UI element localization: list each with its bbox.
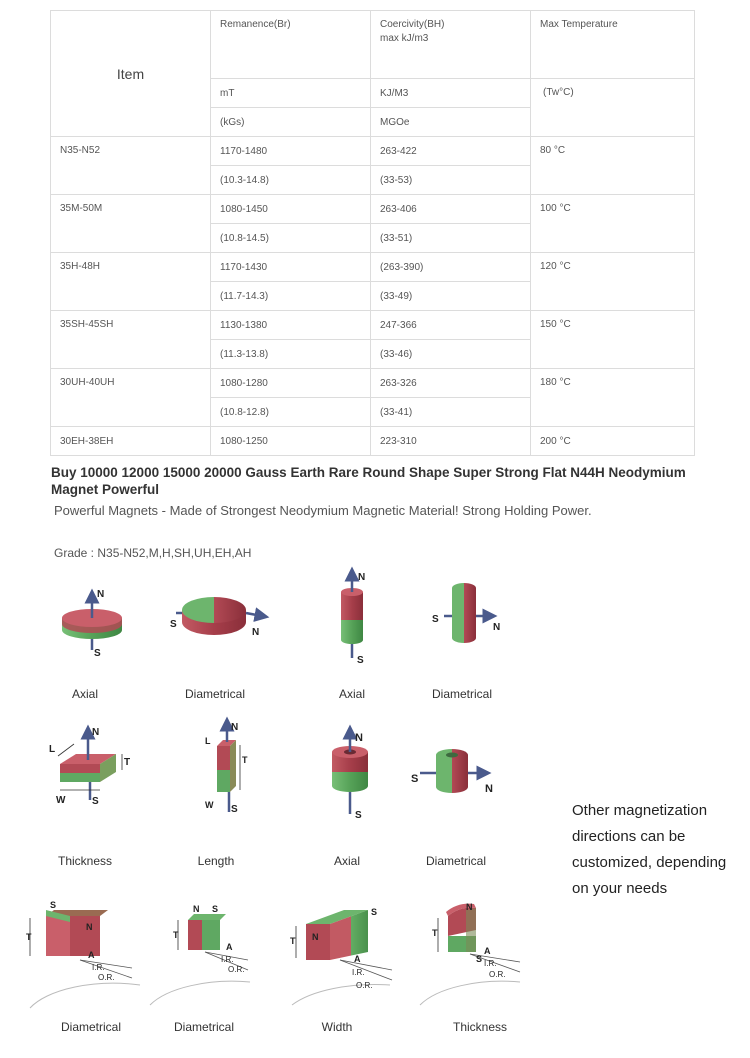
- header-remanence: Remanence(Br): [211, 11, 371, 79]
- grade-cell: 35SH-45SH: [51, 311, 211, 369]
- dim-ir: I.R.: [352, 968, 365, 977]
- pole-south: S: [476, 954, 483, 964]
- br-cell: 1080-1450: [211, 195, 371, 224]
- bh-cell: (33-53): [371, 166, 531, 195]
- bh-cell: (33-46): [371, 340, 531, 369]
- grade-cell: 30UH-40UH: [51, 369, 211, 427]
- pole-north: N: [252, 627, 260, 638]
- dim-w: W: [56, 795, 66, 806]
- axial-cylinder-magnet-icon: [341, 572, 365, 666]
- header-coercivity-line2: max kJ/m3: [380, 33, 429, 44]
- bh-cell: (33-49): [371, 282, 531, 311]
- caption-diametrical: Diametrical: [184, 687, 245, 701]
- pole-south: S: [92, 796, 99, 807]
- br-cell: 1170-1480: [211, 137, 371, 166]
- bh-cell: (33-41): [371, 398, 531, 427]
- pole-north: N: [355, 732, 363, 744]
- pole-north: N: [466, 902, 473, 912]
- bh-cell: (263-390): [371, 253, 531, 282]
- dim-l: L: [205, 736, 211, 746]
- temp-cell: 80 °C: [531, 137, 695, 195]
- pole-south: S: [94, 648, 101, 659]
- caption-length: Length: [197, 854, 235, 868]
- unit-bh-1: KJ/M3: [371, 79, 531, 108]
- grade-text: Grade : N35-N52,M,H,SH,UH,EH,AH: [54, 546, 252, 560]
- pole-north: N: [92, 727, 100, 738]
- br-cell: (10.3-14.8): [211, 166, 371, 195]
- caption-axial: Axial: [333, 854, 360, 868]
- caption-diametrical: Diametrical: [60, 1020, 121, 1034]
- caption-axial: Axial: [71, 687, 98, 701]
- bh-cell: 263-406: [371, 195, 531, 224]
- dim-ir: I.R.: [221, 955, 234, 964]
- product-title: Buy 10000 12000 15000 20000 Gauss Earth Rare Round Shape Super Strong Flat N44H Neodymium Magnet Powerful: [51, 465, 686, 497]
- diametrical-ring-magnet-icon: [411, 749, 493, 795]
- dim-a: A: [88, 950, 95, 960]
- pole-north: N: [312, 932, 319, 942]
- pole-north: N: [86, 922, 93, 932]
- dim-or: O.R.: [356, 981, 373, 990]
- unit-temp: (Tw°C): [531, 79, 695, 137]
- pole-south: S: [432, 614, 439, 625]
- bh-cell: 247-366: [371, 311, 531, 340]
- diametrical-cylinder-magnet-icon: [432, 583, 500, 643]
- dim-a: A: [484, 946, 491, 956]
- dim-or: O.R.: [98, 973, 115, 982]
- caption-axial: Axial: [338, 687, 365, 701]
- diametrical-disc-magnet-icon: [170, 597, 262, 638]
- br-cell: 1130-1380: [211, 311, 371, 340]
- arc-segment-diametrical-icon-2: [150, 904, 250, 1005]
- unit-bh-2: MGOe: [371, 108, 531, 137]
- dim-a: A: [354, 954, 361, 964]
- dim-ir: I.R.: [484, 959, 497, 968]
- pole-north: N: [485, 783, 493, 795]
- br-cell: (10.8-12.8): [211, 398, 371, 427]
- header-max-temp: Max Temperature: [531, 11, 695, 79]
- caption-width: Width: [321, 1020, 353, 1034]
- dim-a: A: [226, 942, 233, 952]
- caption-diametrical: Diametrical: [173, 1020, 234, 1034]
- dim-t: T: [290, 936, 296, 946]
- pole-south: S: [411, 773, 419, 785]
- dim-w: W: [205, 800, 214, 810]
- pole-south: S: [170, 619, 177, 630]
- thickness-block-magnet-icon: [49, 727, 130, 807]
- product-subtitle: Powerful Magnets - Made of Strongest Neodymium Magnetic Material! Strong Holding Power.: [54, 503, 592, 518]
- grade-cell: 35M-50M: [51, 195, 211, 253]
- caption-diametrical: Diametrical: [425, 854, 486, 868]
- br-cell: (11.3-13.8): [211, 340, 371, 369]
- grade-cell: 35H-48H: [51, 253, 211, 311]
- pole-south: S: [231, 804, 238, 815]
- br-cell: 1080-1250: [211, 427, 371, 456]
- length-bar-magnet-icon: [205, 722, 248, 815]
- br-cell: 1170-1430: [211, 253, 371, 282]
- customization-note: Other magnetization directions can be customized, depending on your needs: [572, 802, 727, 897]
- temp-cell: 180 °C: [531, 369, 695, 427]
- bh-cell: 263-326: [371, 369, 531, 398]
- dim-l: L: [49, 744, 56, 755]
- dim-t: T: [124, 757, 131, 768]
- grade-cell: N35-N52: [51, 137, 211, 195]
- temp-cell: 150 °C: [531, 311, 695, 369]
- br-cell: 1080-1280: [211, 369, 371, 398]
- arc-segment-diametrical-icon-1: [26, 900, 140, 1008]
- caption-thickness: Thickness: [57, 854, 113, 868]
- dim-or: O.R.: [489, 970, 506, 979]
- grade-cell: 30EH-38EH: [51, 427, 211, 456]
- header-coercivity-line1: Coercivity(BH): [380, 19, 445, 30]
- pole-north: N: [193, 904, 200, 914]
- arc-segment-thickness-icon: [420, 902, 520, 1005]
- br-cell: (11.7-14.3): [211, 282, 371, 311]
- axial-disc-magnet-icon: [62, 589, 122, 659]
- unit-br-2: (kGs): [211, 108, 371, 137]
- pole-south: S: [50, 900, 57, 910]
- header-item: Item: [51, 11, 211, 137]
- caption-thickness: Thickness: [452, 1020, 508, 1034]
- pole-south: S: [355, 810, 362, 821]
- temp-cell: 200 °C: [531, 427, 695, 456]
- temp-cell: 100 °C: [531, 195, 695, 253]
- br-cell: (10.8-14.5): [211, 224, 371, 253]
- bh-cell: 223-310: [371, 427, 531, 456]
- pole-north: N: [493, 622, 501, 633]
- dim-ir: I.R.: [92, 963, 105, 972]
- pole-south: S: [212, 904, 219, 914]
- dim-t: T: [242, 755, 248, 765]
- pole-north: N: [231, 722, 239, 733]
- temp-cell: 120 °C: [531, 253, 695, 311]
- dim-or: O.R.: [228, 965, 245, 974]
- dim-t: T: [432, 928, 438, 938]
- bh-cell: 263-422: [371, 137, 531, 166]
- arc-segment-width-icon: [290, 907, 392, 1005]
- caption-diametrical: Diametrical: [431, 687, 492, 701]
- pole-north: N: [97, 589, 105, 600]
- unit-br-1: mT: [211, 79, 371, 108]
- pole-north: N: [358, 572, 366, 583]
- dim-t: T: [26, 932, 32, 942]
- bh-cell: (33-51): [371, 224, 531, 253]
- axial-ring-magnet-icon: [332, 732, 368, 821]
- pole-south: S: [371, 907, 378, 917]
- pole-south: S: [357, 655, 364, 666]
- dim-t: T: [173, 930, 179, 940]
